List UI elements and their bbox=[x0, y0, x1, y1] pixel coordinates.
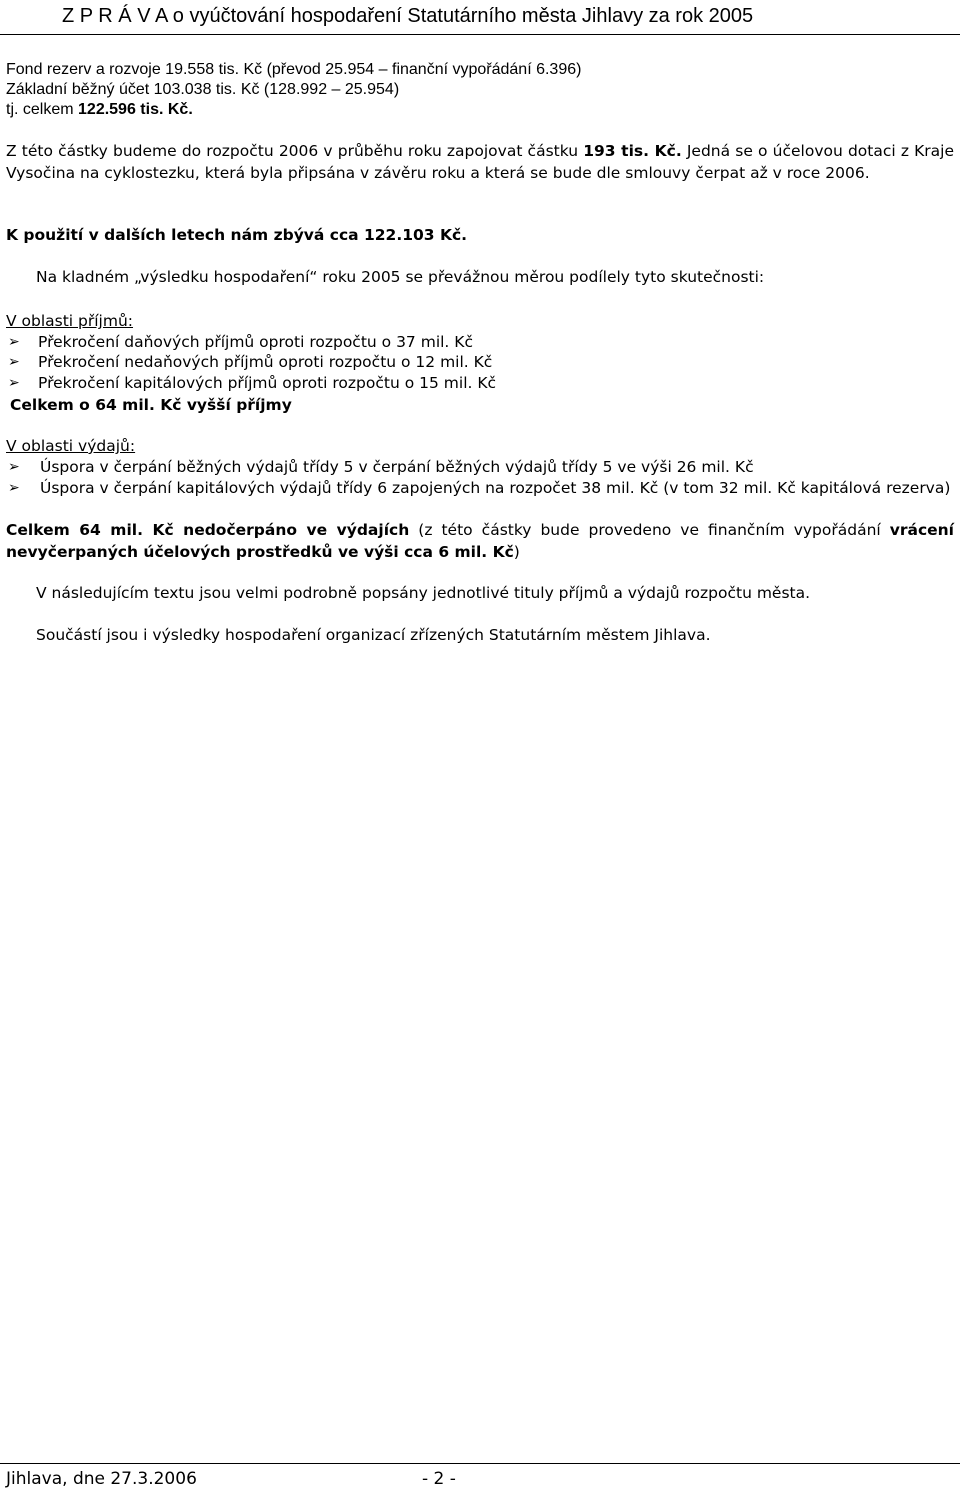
footer-place-date: Jihlava, dne 27.3.2006 bbox=[6, 1469, 197, 1489]
header-divider bbox=[0, 34, 960, 35]
remaining-funds-note: K použití v dalších letech nám zbývá cca 122.103 Kč. bbox=[6, 226, 468, 244]
arrow-bullet-icon: ➢ bbox=[8, 375, 20, 391]
expense-item: Úspora v čerpání kapitálových výdajů třídy 6 zapojených na rozpočet 38 mil. Kč (v tom 32 mil. Kč kapitálová rezerva) bbox=[40, 479, 951, 497]
basic-account-line: Základní běžný účet 103.038 tis. Kč (128.992 – 25.954) bbox=[6, 81, 400, 98]
fund-total-line: tj. celkem 122.596 tis. Kč. bbox=[6, 101, 193, 118]
income-item: Překročení kapitálových příjmů oproti rozpočtu o 15 mil. Kč bbox=[38, 374, 497, 392]
page-number: - 2 - bbox=[422, 1469, 456, 1489]
income-item: Překročení nedaňových příjmů oproti rozpočtu o 12 mil. Kč bbox=[38, 353, 493, 371]
earmarked-subsidy-paragraph: Z této částky budeme do rozpočtu 2006 v průběhu roku zapojovat částku 193 tis. Kč. Jedná se o účelovou dotaci z Kraje Vysočina na cyklostezku, která byla připsána v závěru roku a která se bude dle smlouvy čerpat až v roce 2006. bbox=[6, 142, 954, 182]
income-item: Překročení daňových příjmů oproti rozpočtu o 37 mil. Kč bbox=[38, 333, 473, 351]
arrow-bullet-icon: ➢ bbox=[8, 480, 20, 496]
closing-note-titles: V následujícím textu jsou velmi podrobně popsány jednotlivé tituly příjmů a výdajů rozpočtu města. bbox=[36, 584, 811, 602]
arrow-bullet-icon: ➢ bbox=[8, 459, 20, 475]
fund-total-amount: 122.596 tis. Kč. bbox=[78, 101, 193, 118]
arrow-bullet-icon: ➢ bbox=[8, 354, 20, 370]
expenses-total: Celkem 64 mil. Kč nedočerpáno ve výdajích (z této částky bude provedeno ve finančním vypořádání vrácení nevyčerpaných účelových prostředků ve výši cca 6 mil. Kč) bbox=[6, 521, 954, 561]
result-intro: Na kladném „výsledku hospodaření“ roku 2005 se převážnou měrou podílely tyto skutečnosti: bbox=[36, 268, 765, 286]
income-total: Celkem o 64 mil. Kč vyšší příjmy bbox=[10, 396, 292, 414]
arrow-bullet-icon: ➢ bbox=[8, 334, 20, 350]
expense-item: Úspora v čerpání běžných výdajů třídy 5 v čerpání běžných výdajů třídy 5 ve výši 26 mil. Kč bbox=[40, 458, 754, 476]
footer-divider bbox=[0, 1463, 960, 1464]
expenses-heading: V oblasti výdajů: bbox=[6, 437, 136, 455]
page-header-title: Z P R Á V A o vyúčtování hospodaření Statutárního města Jihlavy za rok 2005 bbox=[62, 5, 754, 27]
fund-reserve-line: Fond rezerv a rozvoje 19.558 tis. Kč (převod 25.954 – finanční vypořádání 6.396) bbox=[6, 61, 582, 78]
closing-note-organizations: Součástí jsou i výsledky hospodaření organizací zřízených Statutárním městem Jihlava. bbox=[36, 626, 711, 644]
income-heading: V oblasti příjmů: bbox=[6, 312, 134, 330]
